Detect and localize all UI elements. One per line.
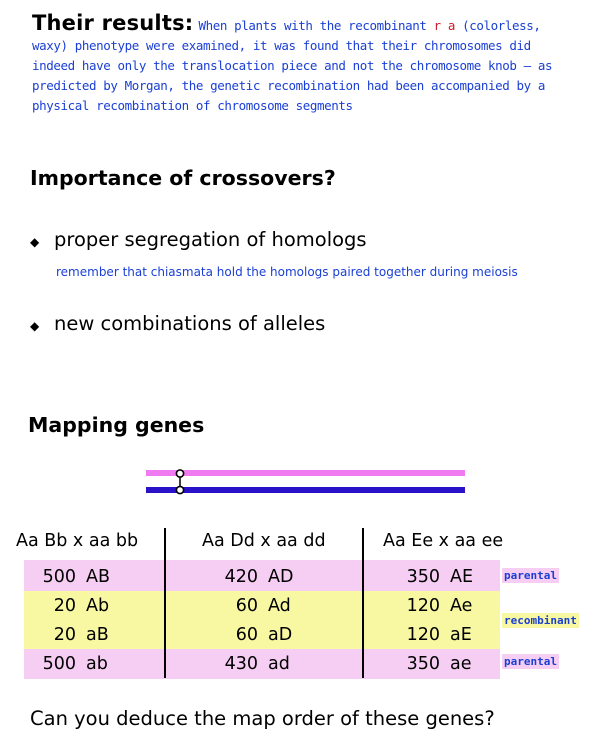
count-value: 60 [235,625,258,645]
column-divider [362,528,364,678]
genotype-value: AD [268,567,294,587]
count-value: 120 [406,625,440,645]
genotype-value: AE [450,567,474,587]
recombinant-label: recombinant [504,614,577,627]
genotype-value: AB [86,567,110,587]
genotype-value: Ad [268,596,291,616]
parental-label: parental [504,569,557,582]
count-value: 120 [406,596,440,616]
chiasmata-note: remember that chiasmata hold the homologs paired together during meiosis [56,265,518,279]
results-text-after: (colorless, waxy) phenotype were examined, it was found that their chromosomes did indeed have only the translocation piece and not the chromosome knob — as predicted by Morgan, the genetic recombination had been accompanied by a physical recombination of chromosome segments [32,18,553,113]
results-paragraph [32,11,580,115]
genotype-value: aD [268,625,293,645]
genotype-value: aE [450,625,472,645]
diamond-bullet-icon: ◆ [30,319,40,333]
cross-label-b: Aa Bb x aa bb [16,531,139,551]
table-row [220,596,291,616]
results-heading: Their results: [32,11,194,35]
map-order-question: Can you deduce the map order of these genes? [30,707,495,730]
count-value: 60 [235,596,258,616]
genotype-value: Ab [86,596,110,616]
count-value: 20 [53,596,76,616]
table-row [400,625,472,645]
table-row [220,625,292,645]
diamond-bullet-icon: ◆ [30,235,40,249]
results-text-before: When plants with the recombinant [198,18,434,33]
table-row [40,567,110,587]
count-value: 420 [224,567,258,587]
genotype-value: aB [86,625,109,645]
centromere-bottom-icon [176,486,183,493]
genotype-value: ad [268,654,290,674]
bullet-segregation [30,228,367,251]
table-row [40,654,108,674]
count-value: 350 [406,567,440,587]
table-row [400,596,472,616]
bullet-combinations [30,312,325,335]
bottom-homolog [146,487,465,493]
bullet-combinations-text: new combinations of alleles [54,312,326,335]
table-row [40,596,109,616]
centromere-top-icon [176,470,183,477]
homolog-pair-diagram [140,466,470,500]
count-value: 350 [406,654,440,674]
count-value: 20 [53,625,76,645]
cross-label-e: Aa Ee x aa ee [383,531,504,551]
genotype-value: ab [86,654,108,674]
table-row [400,567,473,587]
results-accent-genotype: r a [433,18,456,33]
top-homolog [146,470,465,476]
cross-label-d: Aa Dd x aa dd [202,531,326,551]
parental-label: parental [504,655,557,668]
count-value: 500 [42,654,76,674]
genotype-value: ae [450,654,472,674]
mapping-heading: Mapping genes [28,413,205,437]
count-value: 500 [42,567,76,587]
column-divider [164,528,166,678]
genotype-value: Ae [450,596,473,616]
bullet-segregation-text: proper segregation of homologs [54,228,367,251]
table-row [40,625,109,645]
table-row [220,654,290,674]
crossovers-heading: Importance of crossovers? [30,166,336,190]
table-row [400,654,472,674]
count-value: 430 [224,654,258,674]
table-row [220,567,293,587]
